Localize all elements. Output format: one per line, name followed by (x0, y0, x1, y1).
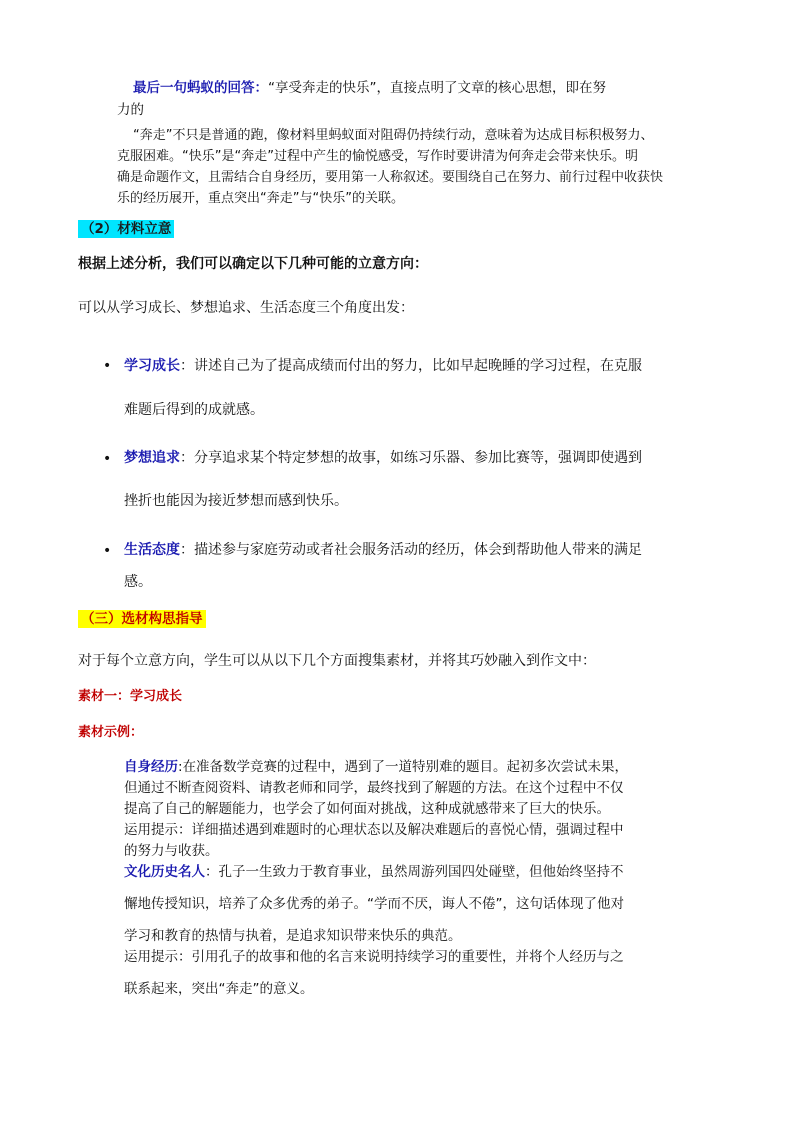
intro-para-line: 乐的经历展开，重点突出“奔走”与“快乐”的关联。 (117, 191, 404, 206)
personal-text-cont: 提高了自己的解题能力，也学会了如何面对挑战，这种成就感带来了巨大的快乐。 (124, 801, 610, 817)
intro-line1: “享受奔走的快乐”，直接点明了文章的核心思想，即在努 (268, 80, 606, 96)
term-sep: : (178, 759, 183, 775)
material-title: 素材一：学习成长 (78, 689, 183, 704)
personal-tip: 运用提示：详细描述遇到难题时的心理状态以及解决难题后的喜悦心情，强调过程中 (124, 822, 624, 838)
personal-line (124, 757, 628, 778)
bullet-term: 学习成长 (124, 358, 180, 374)
intro-line2: 力的 (117, 102, 144, 118)
section3-heading: （三）选材构思指导 (78, 610, 206, 628)
intro-heading-line (133, 78, 606, 99)
intro-label: 最后一句蚂蚁的回答： (133, 80, 268, 96)
figure-text-cont: 学习和教育的热情与执着，是追求知识带来快乐的典范。 (124, 928, 462, 944)
personal-term: 自身经历 (124, 759, 178, 775)
example-label: 素材示例： (78, 725, 144, 740)
figure-text: 孔子一生致力于教育事业，虽然周游列国四处碰壁，但他始终坚持不 (218, 864, 624, 880)
term-sep: ： (205, 864, 219, 880)
personal-text: 在准备数学竞赛的过程中，遇到了一道特别难的题目。起初多次尝试未果， (182, 759, 629, 775)
bullet-dot: • (103, 543, 112, 559)
section3-heading-wrap (78, 609, 206, 630)
bullet-sep: ： (180, 542, 194, 558)
bullet-text: 描述参与家庭劳动或者社会服务活动的经历，体会到帮助他人带来的满足 (194, 542, 642, 558)
bullet-sep: ： (180, 450, 194, 466)
personal-text-cont: 但通过不断查阅资料、请教老师和同学，最终找到了解题的方法。在这个过程中不仅 (124, 780, 624, 796)
bullet-text: 讲述自己为了提高成绩而付出的努力，比如早起晚睡的学习过程，在克服 (194, 358, 642, 374)
intro-paragraph (0, 125, 663, 209)
figure-tip: 运用提示：引用孔子的故事和他的名言来说明持续学习的重要性，并将个人经历与之 (124, 949, 624, 965)
personal-tip-cont: 的努力与收获。 (124, 843, 219, 859)
bullet-text: 分享追求某个特定梦想的故事，如练习乐器、参加比赛等，强调即使遇到 (194, 450, 642, 466)
bullet-item-dream (124, 448, 642, 469)
bullet-dot: • (103, 358, 112, 374)
bullet-term: 生活态度 (124, 542, 180, 558)
bullet-text-cont: 挫折也能因为接近梦想而感到快乐。 (124, 493, 348, 509)
section2-sub: 可以从学习成长、梦想追求、生活态度三个角度出发： (78, 300, 414, 316)
bullet-term: 梦想追求 (124, 450, 180, 466)
figure-line (124, 862, 624, 883)
bullet-dot: • (103, 451, 112, 467)
figure-term: 文化历史名人 (124, 864, 205, 880)
bullet-text-cont: 难题后得到的成就感。 (124, 402, 264, 418)
bullet-text-cont: 感。 (124, 574, 152, 590)
section2-heading-wrap (78, 219, 174, 240)
intro-para-line: “奔走”不只是普通的跑，像材料里蚂蚁面对阻碍仍持续行动，意味着为达成目标积极努力、 (133, 128, 654, 143)
section2-lead: 根据上述分析，我们可以确定以下几种可能的立意方向： (78, 256, 428, 272)
bullet-sep: ： (180, 358, 194, 374)
figure-text-cont: 懈地传授知识，培养了众多优秀的弟子。“学而不厌，诲人不倦”，这句话体现了他对 (124, 896, 624, 912)
bullet-item-study (124, 356, 642, 377)
bullet-item-attitude (124, 540, 642, 561)
figure-tip-cont: 联系起来，突出“奔走”的意义。 (124, 981, 314, 997)
section2-heading: （2）材料立意 (78, 220, 174, 238)
intro-para-line: 克服困难。“快乐”是“奔走”过程中产生的愉悦感受，写作时要讲清为何奔走会带来快乐。明 (117, 149, 638, 164)
intro-para-line: 确是命题作文，且需结合自身经历，要用第一人称叙述。要围绕自己在努力、前行过程中收获快 (117, 170, 664, 185)
section3-lead: 对于每个立意方向，学生可以从以下几个方面搜集素材，并将其巧妙融入到作文中： (78, 653, 596, 669)
